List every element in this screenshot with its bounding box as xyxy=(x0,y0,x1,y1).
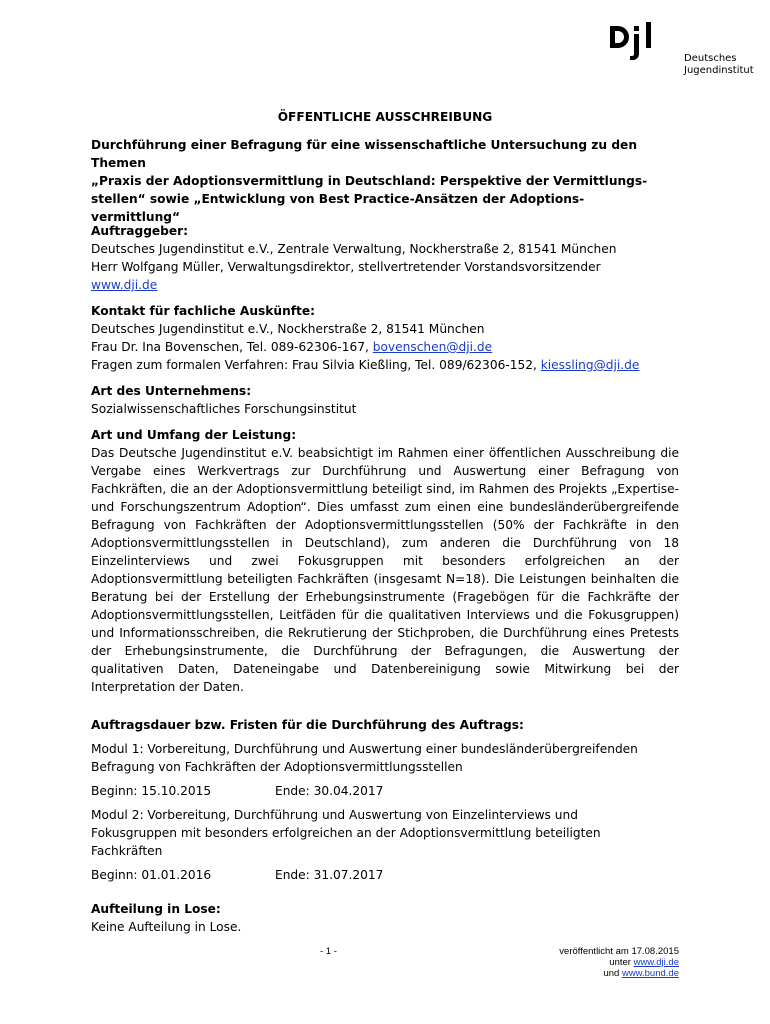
company-heading: Art des Unternehmens: xyxy=(91,384,252,398)
contact-line-3 xyxy=(91,356,679,374)
scope-text: Das Deutsche Jugendinstitut e.V. beabsichtigt im Rahmen einer öffentlichen Ausschreibung die Vergabe eines Werkvertrags zur Durchführung und Auswertung einer Befragung von Fachkräften, die an der Adoptionsvermittlung beteiligt sind, im Rahmen des Projekts „Expertise- und Forschungszentrum Adoption“. Dies umfasst zum einen eine bundesländerübergreifende Befragung von Fachkräften der Adoptionsvermittlungsstellen (50% der Fachkräfte in den Adoptionsvermittlungsstellen in Deutschland), zum anderen die Durchführung von 18 Einzelinterviews und zwei Fokusgruppen mit besonders erfolgreichen an der Adoptionsvermittlung beteiligten Fachkräften (insgesamt N=18). Die Leistungen beinhalten die Beratung bei der Erstellung der Erhebungsinstrumente (Fragebögen für die Fachkräfte der Adoptionsvermittlungsstellen, Leitfäden für die qualitativen Interviews und die Fokusgruppen) und Informationsschreiben, die Rekrutierung der Stichproben, die Durchführung eines Pretests der Erhebungsinstrumente, die Durchführung der Befragungen, die Auswertung der qualitativen Daten, Dateneingabe und Datenbereinigung sowie Mitwirkung bei der Interpretation der Daten. xyxy=(91,446,679,694)
dji-logo-text xyxy=(684,53,754,77)
client-section xyxy=(91,222,679,294)
logo-line-2: Jugendinstitut xyxy=(684,65,754,76)
module-2-dates xyxy=(91,866,679,884)
dji-logo-mark xyxy=(608,22,674,68)
contact-line-3-text: Fragen zum formalen Verfahren: Frau Silvia Kießling, Tel. 089/62306-152, xyxy=(91,358,541,372)
module-2-end: Ende: 31.07.2017 xyxy=(275,868,384,882)
module-1-begin: Beginn: 15.10.2015 xyxy=(91,784,212,798)
company-section xyxy=(91,382,679,418)
logo-line-1: Deutsches xyxy=(684,53,737,64)
subject-heading xyxy=(91,136,679,226)
footer-bund-link[interactable]: www.bund.de xyxy=(621,968,679,979)
published-under xyxy=(559,957,679,968)
kiessling-email-link[interactable]: kiessling@dji.de xyxy=(540,358,640,372)
module-2-line-3: Fachkräften xyxy=(91,844,163,858)
contact-line-2 xyxy=(91,338,679,356)
module-1-line-2: Befragung von Fachkräften der Adoptionsvermittlungsstellen xyxy=(91,760,463,774)
lots-text: Keine Aufteilung in Lose. xyxy=(91,920,242,934)
module-2-line-1: Modul 2: Vorbereitung, Durchführung und Auswertung von Einzelinterviews und xyxy=(91,808,578,822)
module-2-line-2: Fokusgruppen mit besonders erfolgreichen an der Adoptionsvermittlung beteiligten xyxy=(91,826,601,840)
module-1-line-1: Modul 1: Vorbereitung, Durchführung und Auswertung einer bundesländerübergreifenden xyxy=(91,742,638,756)
dji-logo-icon xyxy=(608,22,674,62)
published-and-text: und xyxy=(603,968,622,979)
published-under-text: unter xyxy=(609,957,634,968)
subject-line-1: Durchführung einer Befragung für eine wissenschaftliche Untersuchung zu den Themen xyxy=(91,138,637,170)
client-website-link[interactable]: www.dji.de xyxy=(91,278,158,292)
contact-line-2-text: Frau Dr. Ina Bovenschen, Tel. 089-62306-167, xyxy=(91,340,373,354)
module-1-dates xyxy=(91,782,679,800)
published-date: veröffentlicht am 17.08.2015 xyxy=(559,946,679,957)
scope-heading: Art und Umfang der Leistung: xyxy=(91,428,297,442)
publication-note xyxy=(559,946,679,979)
client-line-1: Deutsches Jugendinstitut e.V., Zentrale Verwaltung, Nockherstraße 2, 81541 München xyxy=(91,242,617,256)
lots-heading: Aufteilung in Lose: xyxy=(91,902,221,916)
footer-dji-link[interactable]: www.dji.de xyxy=(633,957,679,968)
duration-heading: Auftragsdauer bzw. Fristen für die Durchführung des Auftrags: xyxy=(91,718,524,732)
module-1-end: Ende: 30.04.2017 xyxy=(275,784,384,798)
client-heading: Auftraggeber: xyxy=(91,224,189,238)
subject-line-3: stellen“ sowie „Entwicklung von Best Practice-Ansätzen der Adoptions- xyxy=(91,192,585,206)
dji-logo xyxy=(608,22,758,82)
page-number: - 1 - xyxy=(320,946,337,957)
lots-section xyxy=(91,900,679,936)
contact-section xyxy=(91,302,679,374)
bovenschen-email-link[interactable]: bovenschen@dji.de xyxy=(372,340,493,354)
subject-line-4: vermittlung“ xyxy=(91,210,181,224)
document-title: ÖFFENTLICHE AUSSCHREIBUNG xyxy=(277,110,493,124)
contact-line-1: Deutsches Jugendinstitut e.V., Nockherstraße 2, 81541 München xyxy=(91,322,485,336)
module-2-begin: Beginn: 01.01.2016 xyxy=(91,868,212,882)
scope-section xyxy=(91,426,679,696)
duration-section xyxy=(91,716,679,884)
company-text: Sozialwissenschaftliches Forschungsinstitut xyxy=(91,402,357,416)
contact-heading: Kontakt für fachliche Auskünfte: xyxy=(91,304,316,318)
published-and xyxy=(559,968,679,979)
client-line-2: Herr Wolfgang Müller, Verwaltungsdirektor, stellvertretender Vorstandsvorsitzender xyxy=(91,260,601,274)
subject-line-2: „Praxis der Adoptionsvermittlung in Deutschland: Perspektive der Vermittlungs- xyxy=(91,174,648,188)
